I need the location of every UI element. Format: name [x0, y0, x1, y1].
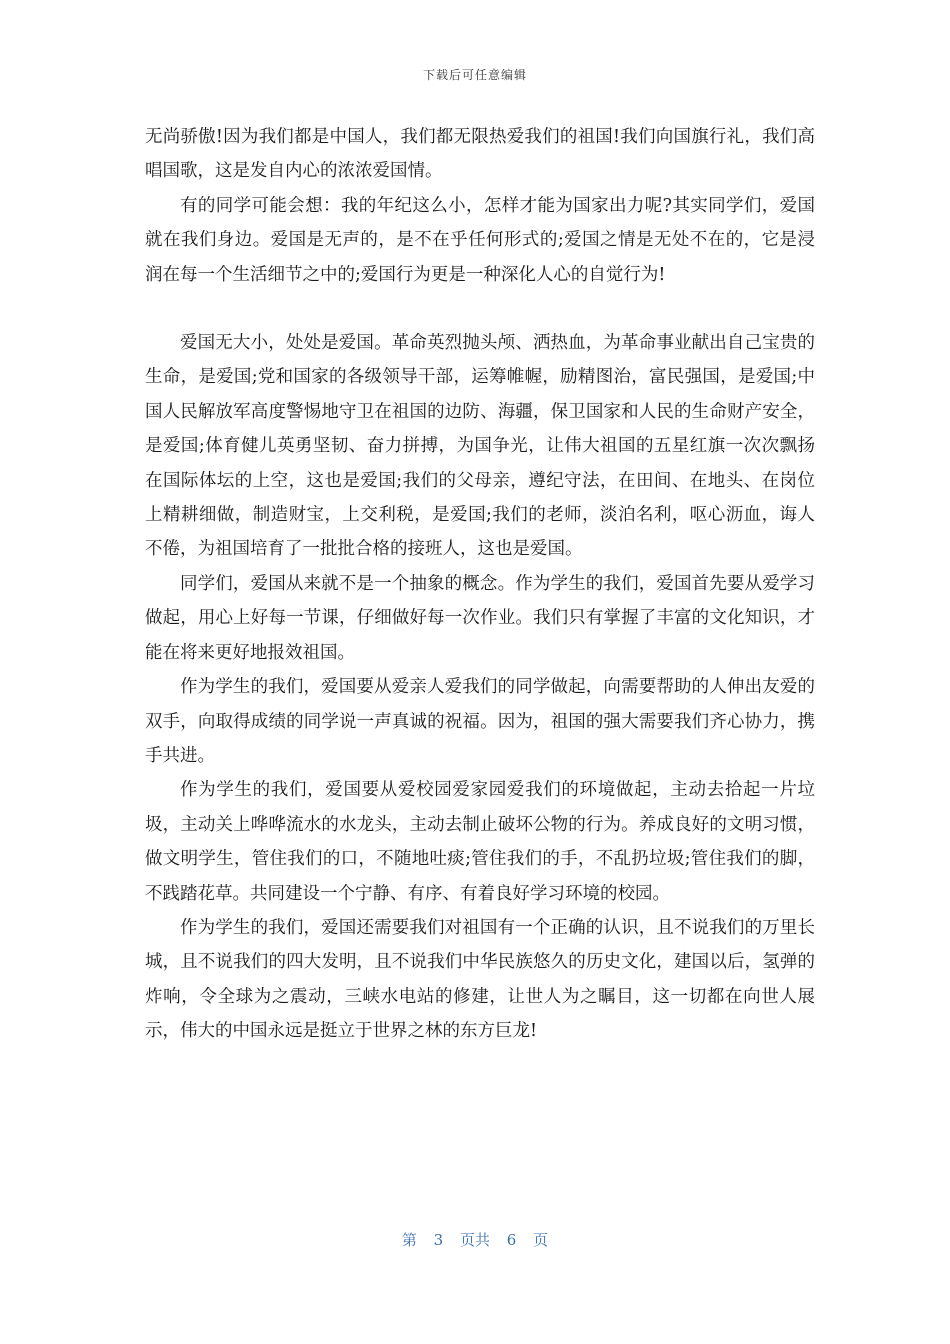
footer-middle: 页共 — [459, 1231, 490, 1249]
paragraph-1: 无尚骄傲!因为我们都是中国人，我们都无限热爱我们的祖国!我们向国旗行礼，我们高唱国歌，这是发自内心的浓浓爱国情。 — [145, 127, 815, 182]
total-page-number: 6 — [506, 1231, 517, 1249]
paragraph-2: 有的同学可能会想：我的年纪这么小，怎样才能为国家出力呢?其实同学们，爱国就在我们身边。爱国是无声的，是不在乎任何形式的;爱国之情是无处不在的，它是浸润在每一个生活细节之中的;爱国行为更是一种深化人心的自觉行为! — [145, 195, 815, 285]
paragraph-6: 作为学生的我们，爱国要从爱校园爱家园爱我们的环境做起，主动去拾起一片垃圾，主动关上哗哗流水的水龙头，主动去制止破坏公物的行为。养成良好的文明习惯，做文明学生，管住我们的口，不随地吐痰;管住我们的手，不乱扔垃圾;管住我们的脚，不践踏花草。共同建设一个宁静、有序、有着良好学习环境的校园。 — [145, 780, 815, 904]
paragraph-3: 爱国无大小，处处是爱国。革命英烈抛头颅、洒热血，为革命事业献出自己宝贵的生命，是爱国;党和国家的各级领导干部，运筹帷幄，励精图治，富民强国，是爱国;中国人民解放军高度警惕地守卫在祖国的边防、海疆，保卫国家和人民的生命财产安全，是爱国;体育健儿英勇坚韧、奋力拼搏，为国争光，让伟大祖国的五星红旗一次次飘扬在国际体坛的上空，这也是爱国;我们的父母亲，遵纪守法，在田间、在地头、在岗位上精耕细做，制造财宝，上交利税，是爱国;我们的老师，淡泊名利，呕心沥血，诲人不倦，为祖国培育了一批批合格的接班人，这也是爱国。 — [145, 333, 815, 560]
current-page-number: 3 — [433, 1231, 444, 1249]
paragraph-7: 作为学生的我们，爱国还需要我们对祖国有一个正确的认识，且不说我们的万里长城，且不说我们的四大发明，且不说我们中华民族悠久的历史文化，建国以后，氢弹的炸响，令全球为之震动，三峡水电站的修建，让世人为之瞩目，这一切都在向世人展示，伟大的中国永远是挺立于世界之林的东方巨龙! — [145, 917, 815, 1042]
paragraph-5: 作为学生的我们，爱国要从爱亲人爱我们的同学做起，向需要帮助的人伸出友爱的双手，向取得成绩的同学说一声真诚的祝福。因为，祖国的强大需要我们齐心协力，携手共进。 — [145, 677, 815, 766]
footer-suffix: 页 — [533, 1231, 549, 1249]
footer-prefix: 第 — [401, 1231, 417, 1249]
document-body — [145, 120, 815, 1049]
paragraph-4: 同学们，爱国从来就不是一个抽象的概念。作为学生的我们，爱国首先要从爱学习做起，用心上好每一节课，仔细做好每一次作业。我们只有掌握了丰富的文化知识，才能在将来更好地报效祖国。 — [145, 573, 815, 663]
page-header: 下载后可任意编辑 — [422, 68, 527, 82]
page-footer — [0, 1229, 950, 1250]
